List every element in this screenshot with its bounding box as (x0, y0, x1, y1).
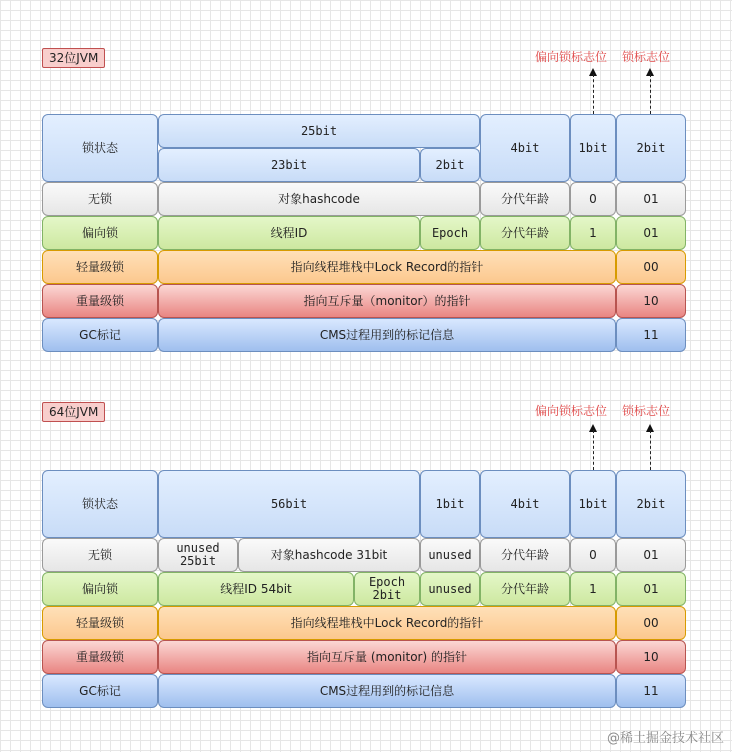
jvm64-header-lock-2bit: 2bit (616, 470, 686, 538)
jvm64-header-56bit: 56bit (158, 470, 420, 538)
jvm64-unlocked-unused-line2: 25bit (179, 554, 217, 568)
jvm32-biased-state: 偏向锁 (42, 216, 158, 250)
jvm64-biased-epoch (354, 572, 420, 606)
jvm32-header-2bit: 2bit (420, 148, 480, 182)
jvm64-biased-unused: unused (420, 572, 480, 606)
jvm64-gc-info: CMS过程用到的标记信息 (158, 674, 616, 708)
jvm64-unlocked-state: 无锁 (42, 538, 158, 572)
jvm64-biased-flag: 01 (616, 572, 686, 606)
jvm64-light-state: 轻量级锁 (42, 606, 158, 640)
jvm64-biased-arrow (593, 430, 594, 470)
jvm32-biased-arrow (593, 74, 594, 114)
jvm32-light-flag: 00 (616, 250, 686, 284)
jvm64-unlocked-hashcode: 对象hashcode 31bit (238, 538, 420, 572)
jvm32-biased-age: 分代年龄 (480, 216, 570, 250)
jvm64-heavy-flag: 10 (616, 640, 686, 674)
jvm64-biased-state: 偏向锁 (42, 572, 158, 606)
jvm64-header-unused-1bit: 1bit (420, 470, 480, 538)
jvm64-lock-arrow (650, 430, 651, 470)
jvm32-light-pointer: 指向线程堆栈中Lock Record的指针 (158, 250, 616, 284)
jvm32-header-lock-2bit: 2bit (616, 114, 686, 182)
jvm64-light-flag: 00 (616, 606, 686, 640)
jvm32-header-25bit: 25bit (158, 114, 480, 148)
jvm64-badge: 64位JVM (42, 402, 105, 422)
jvm64-unlocked-unused-25bit (158, 538, 238, 572)
jvm64-biased-thread-id: 线程ID 54bit (158, 572, 354, 606)
jvm32-heavy-pointer: 指向互斥量（monitor）的指针 (158, 284, 616, 318)
jvm32-header-state: 锁状态 (42, 114, 158, 182)
jvm32-badge: 32位JVM (42, 48, 105, 68)
jvm32-header-23bit: 23bit (158, 148, 420, 182)
jvm64-biased-flag-label: 偏向锁标志位 (535, 404, 608, 418)
jvm64-biased-biased-bit: 1 (570, 572, 616, 606)
watermark: @稀土掘金技术社区 (606, 731, 724, 746)
jvm32-header-1bit: 1bit (570, 114, 616, 182)
jvm64-unlocked-unused: unused (420, 538, 480, 572)
jvm32-biased-epoch: Epoch (420, 216, 480, 250)
jvm64-biased-age: 分代年龄 (480, 572, 570, 606)
jvm32-light-state: 轻量级锁 (42, 250, 158, 284)
jvm64-unlocked-age: 分代年龄 (480, 538, 570, 572)
jvm64-header-state: 锁状态 (42, 470, 158, 538)
jvm64-gc-flag: 11 (616, 674, 686, 708)
jvm32-heavy-flag: 10 (616, 284, 686, 318)
jvm32-gc-flag: 11 (616, 318, 686, 352)
jvm64-unlocked-unused-line1: unused (176, 541, 220, 555)
jvm32-lock-arrow (650, 74, 651, 114)
jvm64-heavy-state: 重量级锁 (42, 640, 158, 674)
jvm64-header-4bit: 4bit (480, 470, 570, 538)
jvm64-gc-state: GC标记 (42, 674, 158, 708)
jvm32-biased-biased-bit: 1 (570, 216, 616, 250)
jvm32-lock-flag-label: 锁标志位 (622, 50, 671, 64)
jvm32-gc-state: GC标记 (42, 318, 158, 352)
jvm32-gc-info: CMS过程用到的标记信息 (158, 318, 616, 352)
jvm32-unlocked-state: 无锁 (42, 182, 158, 216)
jvm64-unlocked-flag: 01 (616, 538, 686, 572)
jvm32-biased-flag: 01 (616, 216, 686, 250)
jvm64-unlocked-biased-bit: 0 (570, 538, 616, 572)
jvm32-unlocked-age: 分代年龄 (480, 182, 570, 216)
jvm64-biased-epoch-line2: 2bit (372, 588, 402, 602)
jvm32-biased-thread-id: 线程ID (158, 216, 420, 250)
jvm64-heavy-pointer: 指向互斥量 (monitor) 的指针 (158, 640, 616, 674)
jvm64-lock-flag-label: 锁标志位 (622, 404, 671, 418)
jvm32-heavy-state: 重量级锁 (42, 284, 158, 318)
jvm64-light-pointer: 指向线程堆栈中Lock Record的指针 (158, 606, 616, 640)
jvm32-header-4bit: 4bit (480, 114, 570, 182)
jvm32-unlocked-biased-bit: 0 (570, 182, 616, 216)
jvm32-unlocked-hashcode: 对象hashcode (158, 182, 480, 216)
jvm64-header-1bit: 1bit (570, 470, 616, 538)
jvm32-unlocked-flag: 01 (616, 182, 686, 216)
jvm32-biased-flag-label: 偏向锁标志位 (535, 50, 608, 64)
jvm64-biased-epoch-line1: Epoch (368, 575, 406, 589)
